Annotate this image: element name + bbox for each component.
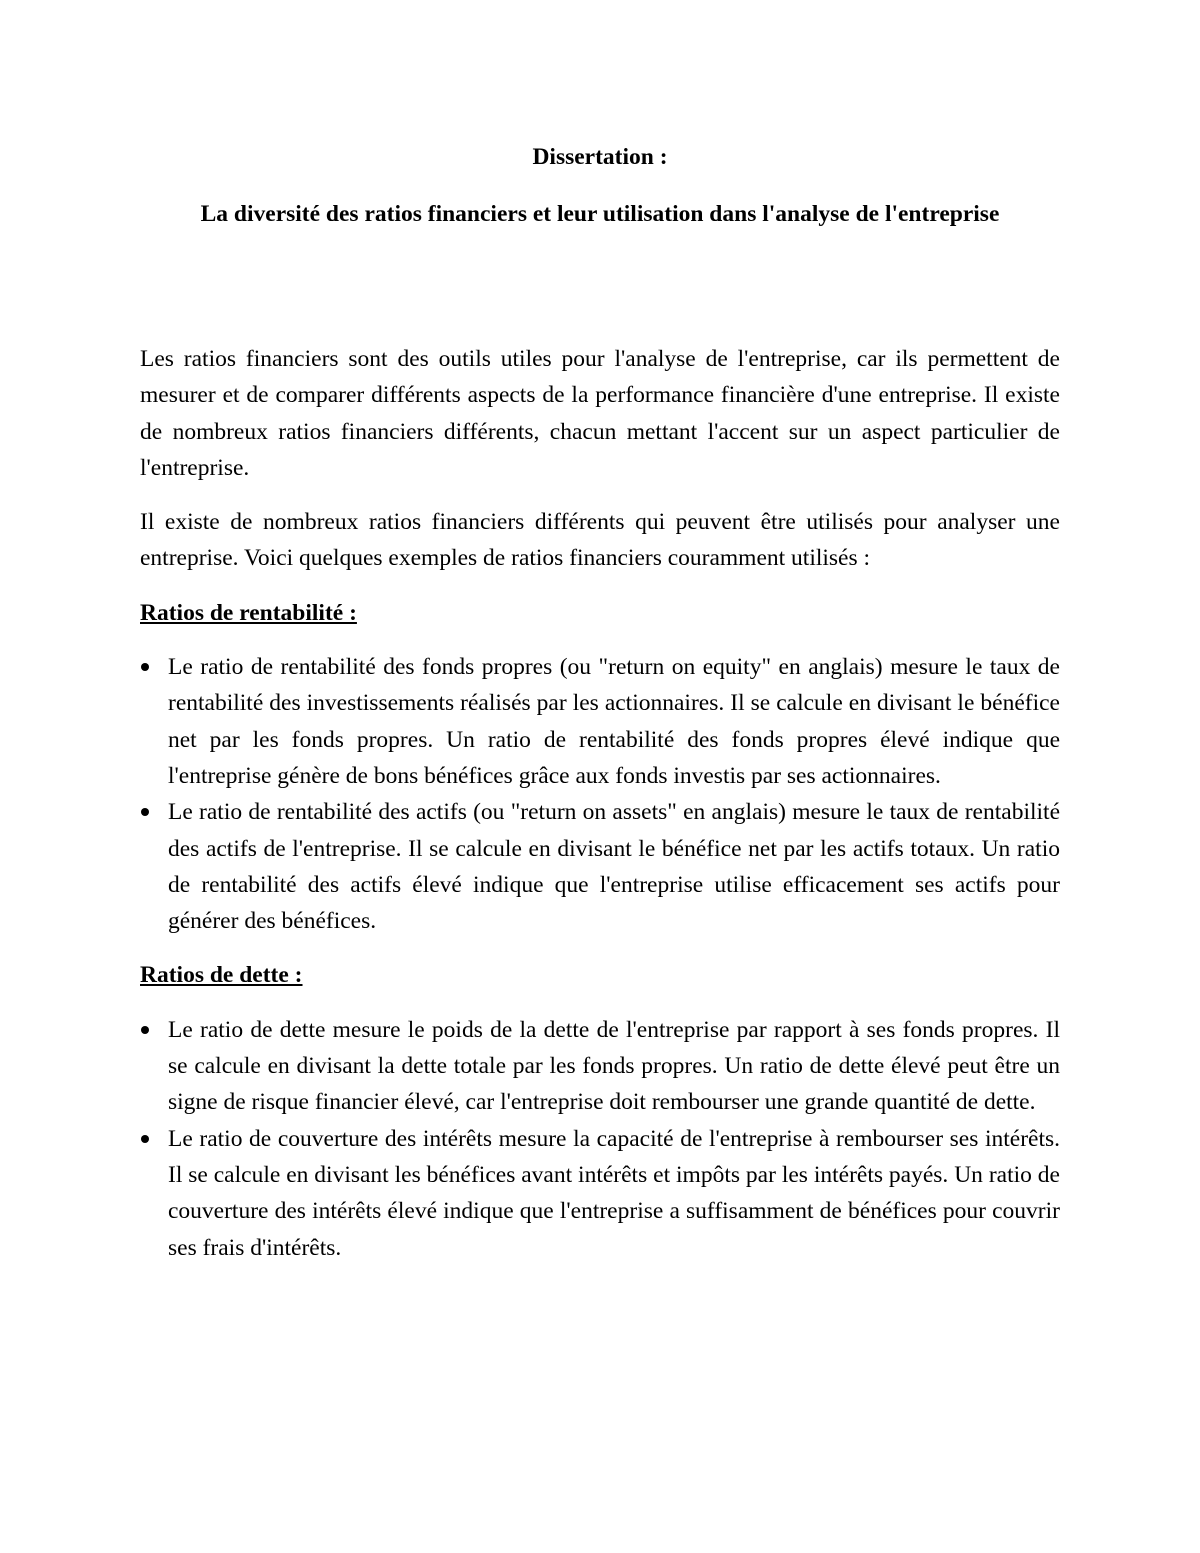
document-title: La diversité des ratios financiers et leur utilisation dans l'analyse de l'entreprise [200, 201, 1000, 227]
section-heading-rentabilite: Ratios de rentabilité : [140, 599, 357, 626]
document-label: Dissertation : [532, 144, 668, 170]
section-heading-dette: Ratios de dette : [140, 962, 303, 989]
intro-paragraph-2: Il existe de nombreux ratios financiers différents qui peuvent être utilisés pour analyser une entreprise. Voici quelques exemples de ratios financiers couramment utilisés : [140, 509, 1060, 572]
bullet-icon [141, 1135, 149, 1143]
bullet-icon [141, 1026, 149, 1034]
document-body [140, 341, 1060, 1284]
list-item-text: Le ratio de couverture des intérêts mesure la capacité de l'entreprise à rembourser ses intérêts. Il se calcule en divisant les bénéfices avant intérêts et impôts par les intérêts payés. Un ratio de couverture des intérêts élevé indique que l'entreprise a suffisamment de bénéfices pour couvrir ses frais d'intérêts. [168, 1125, 1060, 1261]
list-item-text: Le ratio de rentabilité des actifs (ou "return on assets" en anglais) mesure le taux de rentabilité des actifs de l'entreprise. Il se calcule en divisant le bénéfice net par les actifs totaux. Un ratio de rentabilité des actifs élevé indique que l'entreprise utilise efficacement ses actifs pour générer des bénéfices. [168, 799, 1060, 935]
bullet-icon [141, 808, 149, 816]
list-item-roa [140, 794, 1060, 939]
list-rentabilite [140, 649, 1060, 939]
list-item-debt-ratio [140, 1012, 1060, 1121]
bullet-icon [141, 663, 149, 671]
list-dette [140, 1012, 1060, 1266]
intro-paragraph-1: Les ratios financiers sont des outils utiles pour l'analyse de l'entreprise, car ils permettent de mesurer et de comparer différents aspects de la performance financière d'une entreprise. Il existe de nombreux ratios financiers différents, chacun mettant l'accent sur un aspect particulier de l'entreprise. [140, 346, 1060, 481]
list-item-text: Le ratio de dette mesure le poids de la dette de l'entreprise par rapport à ses fonds propres. Il se calcule en divisant la dette totale par les fonds propres. Un ratio de dette élevé peut être un signe de risque financier élevé, car l'entreprise doit rembourser une grande quantité de dette. [168, 1016, 1060, 1116]
list-item-text: Le ratio de rentabilité des fonds propres (ou "return on equity" en anglais) mesure le taux de rentabilité des investissements réalisés par les actionnaires. Il se calcule en divisant le bénéfice net par les fonds propres. Un ratio de rentabilité des fonds propres élevé indique que l'entreprise génère de bons bénéfices grâce aux fonds investis par ses actionnaires. [168, 654, 1060, 789]
list-item-roe [140, 649, 1060, 794]
list-item-interest-coverage [140, 1121, 1060, 1266]
